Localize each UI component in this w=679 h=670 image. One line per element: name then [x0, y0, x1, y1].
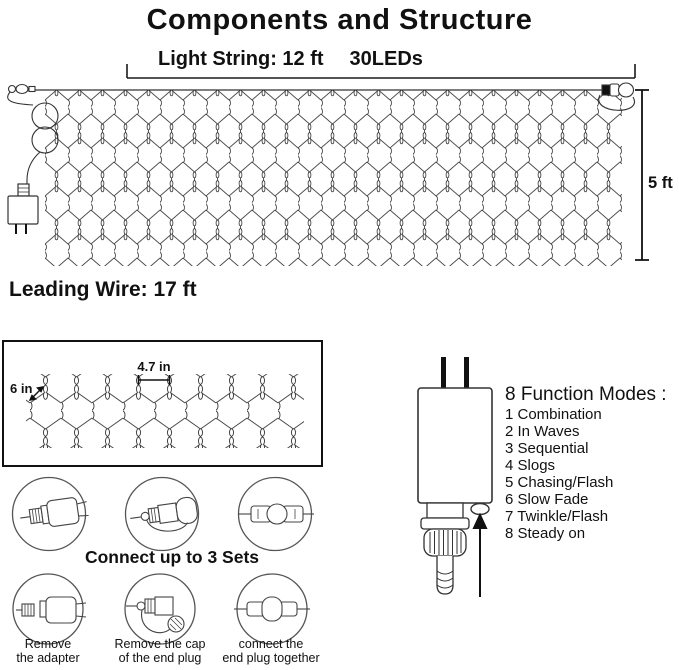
- led-count: 30LEDs: [349, 48, 423, 70]
- mode-item: 7 Twinkle/Flash: [505, 508, 609, 525]
- light-string-length: Light String: 12 ft: [158, 48, 324, 70]
- step-caption-remove-adapter: Remove the adapter: [16, 637, 80, 665]
- remove-adapter-icon: [16, 597, 86, 623]
- light-string-dimension-label: [158, 48, 423, 71]
- page-title: Components and Structure: [146, 4, 533, 36]
- net-mesh: [45, 90, 622, 266]
- mode-item: 4 Slogs: [505, 457, 556, 474]
- end-plug-capped-icon: [129, 496, 200, 536]
- height-dimension-line: [635, 90, 649, 260]
- mode-item: 8 Steady on: [505, 525, 586, 542]
- connect-plugs-icon: [234, 597, 310, 621]
- net-height-label: 5 ft: [648, 174, 673, 192]
- remove-cap-icon: [126, 597, 184, 633]
- mode-item: 2 In Waves: [505, 423, 580, 440]
- adapter-attached-icon: [18, 496, 89, 531]
- power-plug-drawing: [8, 184, 38, 234]
- mode-button-arrow: [474, 515, 486, 597]
- connect-sets-headline: Connect up to 3 Sets: [84, 547, 260, 567]
- function-modes-list: [505, 406, 613, 542]
- mode-item: 1 Combination: [505, 406, 602, 423]
- mesh-detail-row: [26, 374, 304, 448]
- mode-item: 5 Chasing/Flash: [505, 474, 614, 491]
- function-modes-title: 8 Function Modes :: [505, 384, 667, 405]
- cell-width-label: 4.7 in: [137, 359, 171, 374]
- side-length-label: 6 in: [10, 381, 33, 396]
- leading-wire-label: Leading Wire: 17 ft: [9, 278, 197, 301]
- step-caption-remove-cap: Remove the cap of the end plug: [114, 637, 206, 665]
- mode-item: 6 Slow Fade: [505, 491, 589, 508]
- mode-item: 3 Sequential: [505, 440, 589, 457]
- step-caption-connect-plugs: connect the end plug together: [222, 637, 320, 665]
- plugs-joined-icon: [238, 504, 314, 524]
